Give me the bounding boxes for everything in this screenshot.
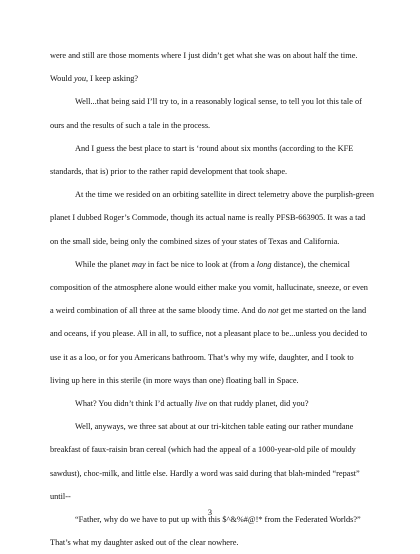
text-line: Well...that being said I’ll try to, in a reasonably logical sense, to tell you lot this tale of: [75, 97, 362, 107]
text-line: planet I dubbed Roger’s Commode, though its actual name is really PFSB-663905. It was a tad: [50, 213, 366, 223]
text-line: At the time we resided on an orbiting satellite in direct telemetry above the purplish-green: [75, 190, 375, 200]
text-line: until--: [50, 491, 71, 501]
text-line: “Father, why do we have to put up with this $^&%#@!* from the Federated Worlds?”: [75, 515, 361, 525]
body-text: [50, 44, 375, 554]
text-line: living up here in this sterile (in more ways than one) floating ball in Space.: [50, 375, 299, 385]
text-line: And I guess the best place to start is ‘round about six months (according to the KFE: [75, 143, 354, 153]
text-line: ours and the results of such a tale in the process.: [50, 120, 211, 130]
text-line: composition of the atmosphere alone would either make you vomit, hallucinate, sneeze, or even: [50, 283, 368, 293]
text-line: a weird combination of all three at the same bloody time. And do not get me started on the land: [50, 306, 367, 316]
text-line: on the small side, being only the combined sizes of your states of Texas and California.: [50, 236, 340, 246]
text-line: Well, anyways, we three sat about at our tri-kitchen table eating our rather mundane: [75, 422, 354, 432]
text-line: were and still are those moments where I just didn’t get what she was on about half the time.: [50, 51, 358, 60]
text-line: What? You didn’t think I’d actually live on that ruddy planet, did you?: [75, 399, 309, 409]
text-line: and oceans, if you please. All in all, to suffice, not a pleasant place to be...unless you decided to: [50, 329, 368, 339]
text-line: sawdust), choc-milk, and little else. Hardly a word was said during that blah-minded “repast”: [50, 468, 360, 478]
page-number: 3: [207, 508, 213, 517]
text-line: That’s what my daughter asked out of the clear nowhere.: [50, 538, 239, 548]
text-line: Would you, I keep asking?: [50, 74, 139, 84]
text-line: standards, that is) prior to the rather rapid development that took shape.: [50, 167, 288, 177]
text-line: While the planet may in fact be nice to look at (from a long distance), the chemical: [75, 259, 350, 269]
text-line: use it as a loo, or for you Americans bathroom. That’s why my wife, daughter, and I took to: [50, 352, 354, 362]
text-line: breakfast of faux-raisin bran cereal (which had the appeal of a 1000-year-old pile of mouldy: [50, 445, 356, 455]
